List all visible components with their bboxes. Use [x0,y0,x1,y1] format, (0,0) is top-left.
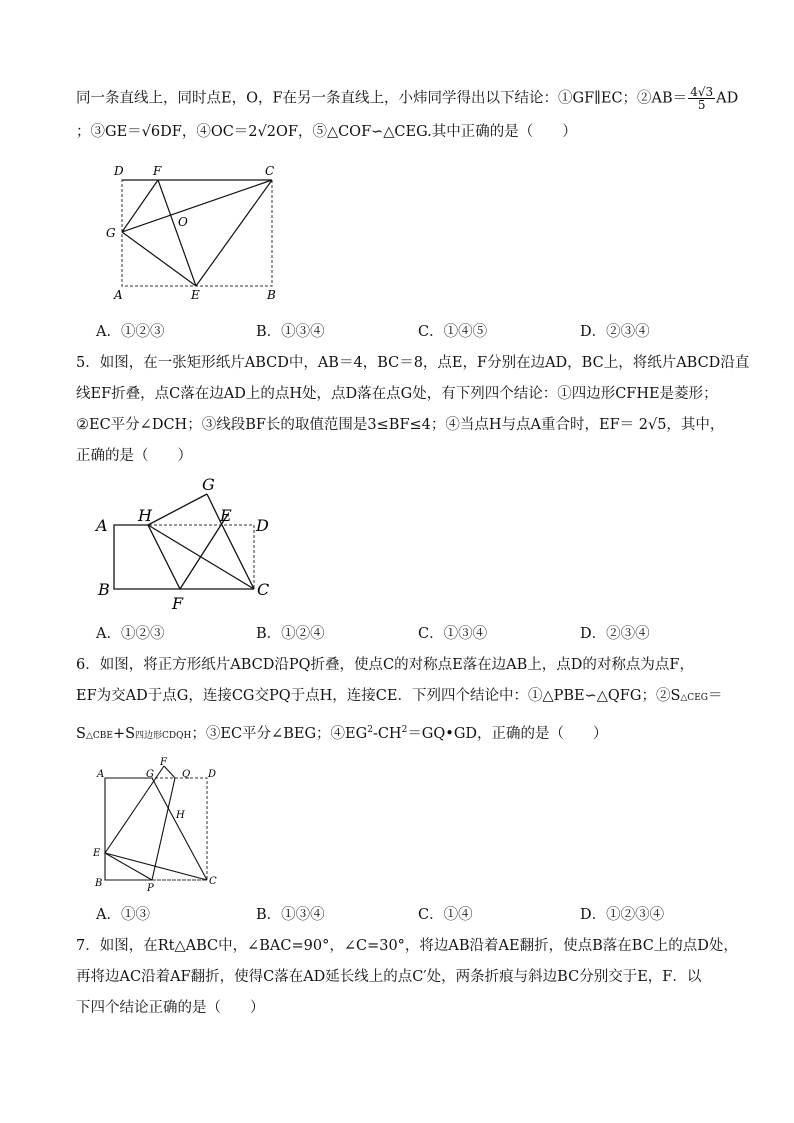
q6-label-q: Q [182,769,191,780]
q4-line-ge [122,232,196,286]
q5-label-e: E [220,506,232,525]
q5-rect-dashed [114,525,254,589]
q4-label-f: F [153,164,162,178]
q6-option-c[interactable]: C．①④ [418,907,473,923]
q6-label-c: C [209,876,217,887]
q6-label-h: H [176,810,185,821]
q4-line-gc [122,180,272,232]
q6-line3-part-b: +S [112,725,136,742]
q6-label-e: E [93,848,101,859]
q6-line3-part-e: ＝GQ•GD，正确的是（ ） [407,725,608,742]
q6-text-line2 [76,686,722,708]
q5-label-g: G [202,475,215,494]
q4-line-fe [158,180,196,286]
q4-option-c[interactable]: C．①④⑤ [418,324,488,340]
q4-rect-dashed [122,180,272,286]
q5-option-b[interactable]: B．①②④ [256,626,325,642]
q4-line1-text: 同一条直线上，同时点E，O，F在另一条直线上，小炜同学得出以下结论：①GF∥EC；②AB＝ [76,90,688,107]
q6-line-qp [152,778,175,880]
q4-text-line1 [76,86,738,111]
q6-label-b: B [95,878,103,889]
q4-line1-end: AD [716,90,739,107]
q4-label-c: C [265,164,275,178]
q6-line3-sup1: 2 [367,725,373,735]
q5-line-hg [148,494,207,525]
q6-label-g: G [146,769,154,780]
q6-option-d[interactable]: D．①②③④ [580,907,665,923]
q6-line2-end: ＝ [707,688,723,704]
q4-line-gf [122,180,158,232]
q6-option-a[interactable]: A．①③ [96,907,150,923]
q4-option-b[interactable]: B．①③④ [256,324,325,340]
q6-line-gc [152,778,207,880]
q6-line3-part-a: S [76,725,86,742]
q6-line3-part-d: -CH [372,725,402,742]
q6-line3-sub1: △CBE [85,730,113,741]
q4-label-a: A [114,288,123,302]
q6-line3-part-c: ；③EC平分∠BEG；④EG [191,725,368,742]
q6-option-b[interactable]: B．①③④ [256,907,325,923]
q6-figure [88,756,228,894]
q6-label-f: F [160,757,167,768]
q6-line3-sub2: 四边形CDQH [135,730,192,741]
q4-label-o: O [178,215,188,229]
q5-option-c[interactable]: C．①③④ [418,626,488,642]
q4-frac-numerator: 4√3 [690,85,714,99]
q4-frac-denominator: 5 [697,98,706,112]
q4-label-d: D [114,164,124,178]
q5-label-b: B [98,580,110,599]
q5-label-c: C [257,580,270,599]
q4-figure [96,158,296,308]
q5-outline-left [114,525,180,589]
q6-line2-subscript: △CEG [680,693,708,703]
q5-option-a[interactable]: A．①②③ [96,626,165,642]
q5-label-a: A [96,516,108,535]
q7-text-line3: 下四个结论正确的是（ ） [76,1000,265,1016]
q7-text-line1: 7．如图，在Rt△ABC中，∠BAC=90°，∠C=30°，将边AB沿着AE翻折，使点B落在BC上的点D处， [76,938,738,954]
q6-line-ep [105,853,152,880]
q4-option-a[interactable]: A．①②③ [96,324,165,340]
q4-label-e: E [191,288,200,302]
q6-text-line3 [76,720,608,746]
q5-text-line4: 正确的是（ ） [76,448,192,464]
q5-figure [88,472,288,614]
q6-line-ec [105,853,207,880]
q5-text-line3: ②EC平分∠DCH；③线段BF长的取值范围是3≤BF≤4；④当点H与点A重合时，EF＝ 2√5，其中， [76,417,725,433]
q6-label-p: P [147,883,154,894]
q7-text-line2: 再将边AC沿着AF翻折，使得C落在AD延长线上的点C′处，两条折痕与斜边BC分别交于E，F．以 [76,969,702,985]
q4-label-g: G [106,226,116,240]
q4-text-line2: ；③GE＝√6DF，④OC＝2√2OF，⑤△COF∽△CEG.其中正确的是（ ） [76,124,577,140]
q6-line3-sup2: 2 [401,725,408,735]
q5-label-f: F [172,594,184,613]
q4-option-d[interactable]: D．②③④ [580,324,650,340]
q4-fraction [688,86,715,111]
q4-line-ec [196,180,272,286]
q5-option-d[interactable]: D．②③④ [580,626,650,642]
q4-label-b: B [267,288,276,302]
q6-text-line1: 6．如图，将正方形纸片ABCD沿PQ折叠，使点C的对称点E落在边AB上，点D的对称点为点F， [76,657,694,673]
q5-label-h: H [138,506,152,525]
q6-label-d: D [208,769,217,780]
q5-text-line2: 线EF折叠，点C落在边AD上的点H处，点D落在点G处，有下列四个结论：①四边形CFHE是菱形； [76,386,718,402]
q6-line-ef [105,766,164,853]
q5-label-d: D [256,516,269,535]
q6-label-a: A [97,769,105,780]
q6-line2-text: EF为交AD于点G，连接CG交PQ于点H，连接CE．下列四个结论中：①△PBE∽△QFG；②S [76,688,681,704]
q5-text-line1: 5．如图，在一张矩形纸片ABCD中，AB＝4，BC＝8，点E，F分别在边AD，BC上，将纸片ABCD沿直 [76,355,750,371]
